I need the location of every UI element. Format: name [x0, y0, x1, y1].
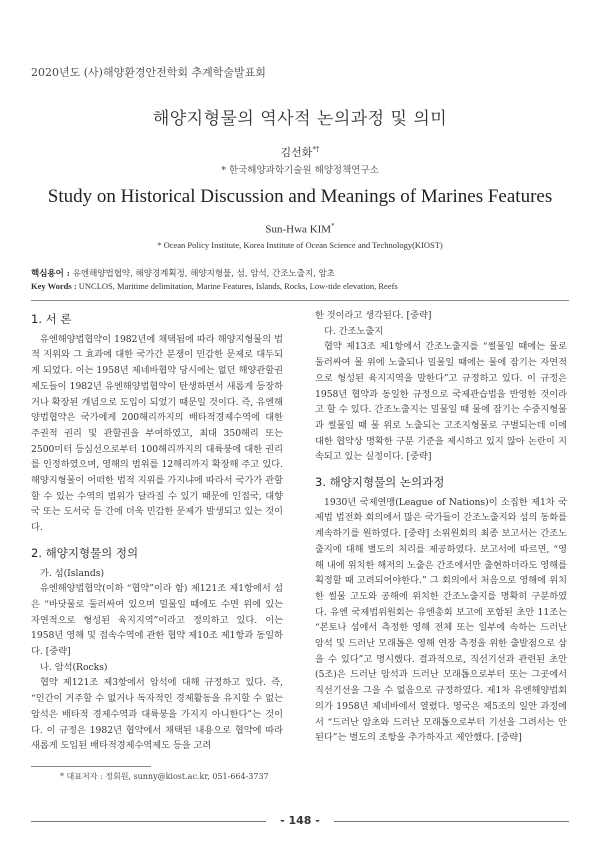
- keywords-korean: [31, 267, 335, 279]
- section-heading: 2. 해양지형물의 정의: [31, 545, 139, 560]
- keywords-label: 핵심용어 :: [31, 269, 70, 279]
- paper-title-korean: 해양지형물의 역사적 논의과정 및 의미: [152, 109, 448, 129]
- paragraph: 유엔해양법협약(이하 “협약”이라 함) 제121조 제1항에서 섬은 “바닷물로 둘러싸여 있으며 밀물일 때에도 수면 위에 있는 자연적으로 형성된 육지지역”이라고 정의하고 있다. 이는 1958년 영해 및 접속수역에 관한 협약 제10조 제1항과 동일하다. [중략]: [31, 583, 283, 658]
- author-korean: [0, 144, 600, 160]
- subsection-heading: 가. 섬(Islands): [40, 567, 105, 579]
- paper-title-english: Study on Historical Discussion and Meanings of Marines Features: [47, 186, 553, 207]
- paragraph: 1930년 국제연맹(League of Nations)이 소집한 제1차 국제법 법전화 회의에서 많은 국가들이 간조노출지와 섬의 동화를 계속하기를 원하였다. [중략] 소위원회의 최종 보고서는 간조노출지에 대해 별도의 처리를 제공하였다. 보고서에 따르면, “영해 내에 위치한 해저의 노출은 간조에서만 출현하더라도 영해를 획정할 때 고려되어야한다.” 그 회의에서 처음으로 영해에 위치한 썰물 고도와 공해에 위치한 간조노출지를 명확히 구분하였다. 유엔 국제법위원회는 유엔총회 보고에 포함된 초안 11조는 “본토나 섬에서 측정한 영해 전체 또는 일부에 속하는 드러난 암석 및 드러난 모래톱은 영해 연장 측정을 위한 출발점으로 삼을 수 있다”고 명시했다. 결과적으로, 직선기선과 관련된 초안(5조)은 드러난 암석과 드러난 모래톱으로부터 또는 그곳에서 직선기선을 그을 수 없음으로 규정하였다. 제1차 유엔해양법회의가 1958년 제네바에서 열렸다. 영국은 제5조의 일안 과정에서 “드러난 암초와 드러난 모래톱으로부터 기선을 그려서는 안된다”는 별도의 조항을 추가하자고 제안했다. [중략]: [315, 496, 567, 744]
- subsection-heading: 나. 암석(Rocks): [40, 661, 108, 673]
- paragraph: 유엔해양법협약이 1982년에 채택됨에 따라 해양지형물의 법적 지위와 그 효과에 대한 국가간 분쟁이 민감한 문제로 대두되게 되었다. 이는 1958년 제네바협약 당시에는 없던 해양관할권 제도들이 1982년 유엔해양법협약이 탄생하면서 새롭게 등장하거나 확장된 개념으로 도입이 되었기 때문일 것이다. 즉, 유엔해양법협약은 국가에게 200해리까지의 배타적경제수역에 대한 주권적 권리 및 관할권을 부여하였고, 최대 350해리 또는 2500미터 등심선으로부터 100해리까지의 대륙붕에 대한 권리를 인정하였으며, 영해의 범위를 12해리까지 확장해 주고 있다. 해양지형물이 어떠한 법적 지위를 가지냐에 따라서 국가가 관할할 수 있는 수역의 범위가 달라질 수 있기 때문에 인접국, 대향국 또는 도서국 등 간에 더욱 민감한 문제가 발생되고 있는 것이다.: [31, 333, 283, 534]
- paragraph: 협약 제13조 제1항에서 간조노출지를 “썰물일 때에는 물로 둘러싸여 물 위에 노출되나 밀물일 때에는 물에 잠기는 자연적으로 형성된 육지지역을 말한다”고 규정하고 있다. 이 규정은 1958년 협약과 동일한 규정으로 국제관습법을 반영한 것이라고 할 수 있다. 간조노출지는 밀물일 때 물에 잠기는 수중지형물과 썰물일 때 물 위로 노출되는 고조지형물로 구별되는데 이에 대한 협약상 명확한 구분 기준을 제시하고 있지 않아 논란이 지속되고 있는 실정이다. [중략]: [315, 341, 567, 463]
- subsection-heading: 다. 간조노출지: [324, 325, 384, 337]
- keywords-text-en: UNCLOS, Maritime delimitation, Marine Features, Islands, Rocks, Low-tide elevation, Reefs: [78, 281, 398, 291]
- conference-header: 2020년도 (사)해양환경안전학회 추계학술발표회: [31, 66, 266, 79]
- affiliation-english: * Ocean Policy Institute, Korea Institute of Ocean Science and Technology(KIOST): [157, 240, 443, 250]
- header-divider: [31, 300, 569, 301]
- footnote: * 대표저자 : 정회원, sunny@kiost.ac.kr, 051-664-3737: [60, 772, 269, 781]
- author-mark-en: *: [331, 222, 335, 230]
- author-name: 김선화: [280, 146, 313, 159]
- author-mark: *†: [312, 145, 320, 154]
- keywords-text: 유엔해양법협약, 해양경계획정, 해양지형물, 섬, 암석, 간조노출지, 암초: [72, 269, 335, 279]
- keywords-label-en: Key Words :: [31, 281, 77, 291]
- section-heading: 1. 서 론: [31, 312, 72, 326]
- author-english: [0, 222, 600, 236]
- left-column: [31, 308, 283, 754]
- affiliation-korean: * 한국해양과학기술원 해양정책연구소: [221, 165, 379, 176]
- right-column: [315, 308, 567, 746]
- footnote-rule: [31, 766, 151, 767]
- paragraph: 협약 제121조 제3항에서 암석에 대해 규정하고 있다. 즉, “인간이 거주할 수 없거나 독자적인 경제활동을 유지할 수 없는 암석은 배타적 경제수역과 대륙붕을 가지지 아니한다”는 것이다. 이 규정은 1982년 협약에서 채택된 내용으로 협약에 따라 새롭게 도입된 배타적경제수역제도 등을 고려: [31, 677, 283, 752]
- keywords-english: [31, 281, 398, 291]
- page-number: - 148 -: [280, 814, 320, 827]
- author-name-en: Sun-Hwa KIM: [265, 223, 332, 236]
- paragraph: 한 것이라고 생각된다. [중략]: [315, 310, 432, 321]
- section-heading: 3. 해양지형물의 논의과정: [315, 475, 445, 490]
